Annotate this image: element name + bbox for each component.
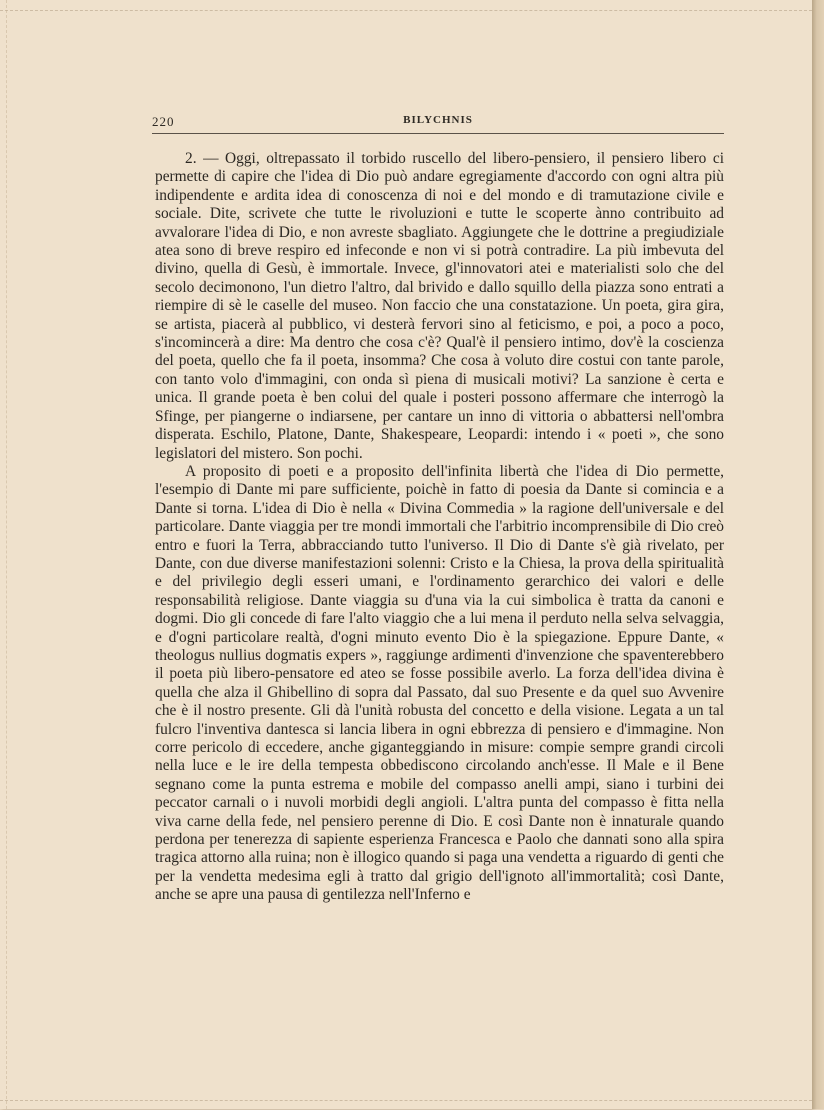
adjacent-page-edge [812, 0, 824, 1109]
header-rule [152, 133, 724, 134]
paragraph-1: 2. — Oggi, oltrepassato il torbido ruscello del libero-pensiero, il pensiero libero ci permette di capire che l'idea di Dio può andare egregiamente d'accordo con ogni altra più indipendente e ardita idea di conoscenza di noi e del mondo e di tramutazione civile e sociale. Dite, scrivete che tutte le rivoluzioni e tutte le scoperte ànno contribuito ad avvalorare l'idea di Dio, e non avreste sbagliato. Aggiungete che le dottrine a pregiudiziale atea sono di breve respiro ed infeconde e non vi si potrà contradire. La più imbevuta del divino, quella di Gesù, è immortale. Invece, gl'innovatori atei e materialisti solo che del secolo decimonono, l'un dietro l'altro, dal brivido e dallo squillo della piazza sono entrati a riempire di sè le caselle del museo. Non faccio che una constatazione. Un poeta, gira gira, se artista, piacerà al pubblico, vi desterà fervori sino al feticismo, e poi, a poco a poco, s'incomincerà a dire: Ma dentro che cosa c'è? Qual'è il pensiero intimo, dov'è la coscienza del poeta, quello che fa il poeta, insomma? Che cosa à voluto dire costui con tante parole, con tanto volo d'immagini, con onda sì piena di musicali motivi? La sanzione è certa e unica. Il grande poeta è ben colui del quale i posteri possono affermare che interrogò la Sfinge, per piangerne o indiarsene, per cantare un inno di vittoria o abbattersi nell'ombra disperata. Eschilo, Platone, Dante, Shakespeare, Leopardi: intendo i « poeti », che sono legislatori del mistero. Son pochi. [155, 150, 724, 462]
body-text [155, 150, 724, 905]
running-head: BILYCHNIS [403, 114, 473, 126]
page-left-edge [0, 0, 7, 1109]
page-number: 220 [152, 114, 175, 129]
page-top-edge [0, 0, 812, 11]
paragraph-2: A proposito di poeti e a proposito dell'infinita libertà che l'idea di Dio permette, l'esempio di Dante mi pare sufficiente, poichè in fatto di poesia da Dante si comincia e a Dante si torna. L'idea di Dio è nella « Divina Commedia » la ragione dell'universale e del particolare. Dante viaggia per tre mondi immortali che l'arbitrio incomprensibile di Dio creò entro e fuori la Terra, abbracciando tutto l'universo. Il Dio di Dante s'è già rivelato, per Dante, con due diverse manifestazioni solenni: Cristo e la Chiesa, la prova della spiritualità e del privilegio degli esseri umani, e l'ordinamento gerarchico dei valori e delle responsabilità religiose. Dante viaggia su d'una via la cui simbolica è tratta da canoni e dogmi. Dio gli concede di fare l'alto viaggio che a lui mena il perduto nella selva selvaggia, e d'ogni particolare realtà, d'ogni minuto evento Dio è la spiegazione. Eppure Dante, « theologus nullius dogmatis expers », raggiunge ardimenti d'invenzione che spaventerebbero il poeta più libero-pensatore ed ateo se fosse possibile averlo. La forza dell'idea divina è quella che alza il Ghibellino di sopra dal Passato, dal suo Presente e da quel suo Avvenire che è il nostro presente. Gli dà l'unità robusta del concetto e della visione. Legata a un tal fulcro l'inventiva dantesca si lancia libera in ogni ebbrezza di pensiero e d'immagine. Non corre pericolo di eccedere, anche giganteggiando in misure: compie sempre grandi circoli nella luce e le ire della tempesta obbediscono circolando anch'esse. Il Male e il Bene segnano come la punta estrema e mobile del compasso anelli ampi, siano i turbini dei peccator carnali o i nuvoli morbidi degli angioli. L'altra punta del compasso è fitta nella viva carne della fede, nel pensiero perenne di Dio. E così Dante non è innaturale quando perdona per tenerezza di sapiente esperienza Francesca e Paolo che dannati sono alla spira tragica attorno alla ruina; non è illogico quando si paga una vendetta a riguardo di genti che per la vendetta medesima egli à tratto dal grigio dell'ignoto all'immortalità; così Dante, anche se apre una pausa di gentilezza nell'Inferno e [155, 462, 724, 904]
page-header [152, 112, 724, 132]
